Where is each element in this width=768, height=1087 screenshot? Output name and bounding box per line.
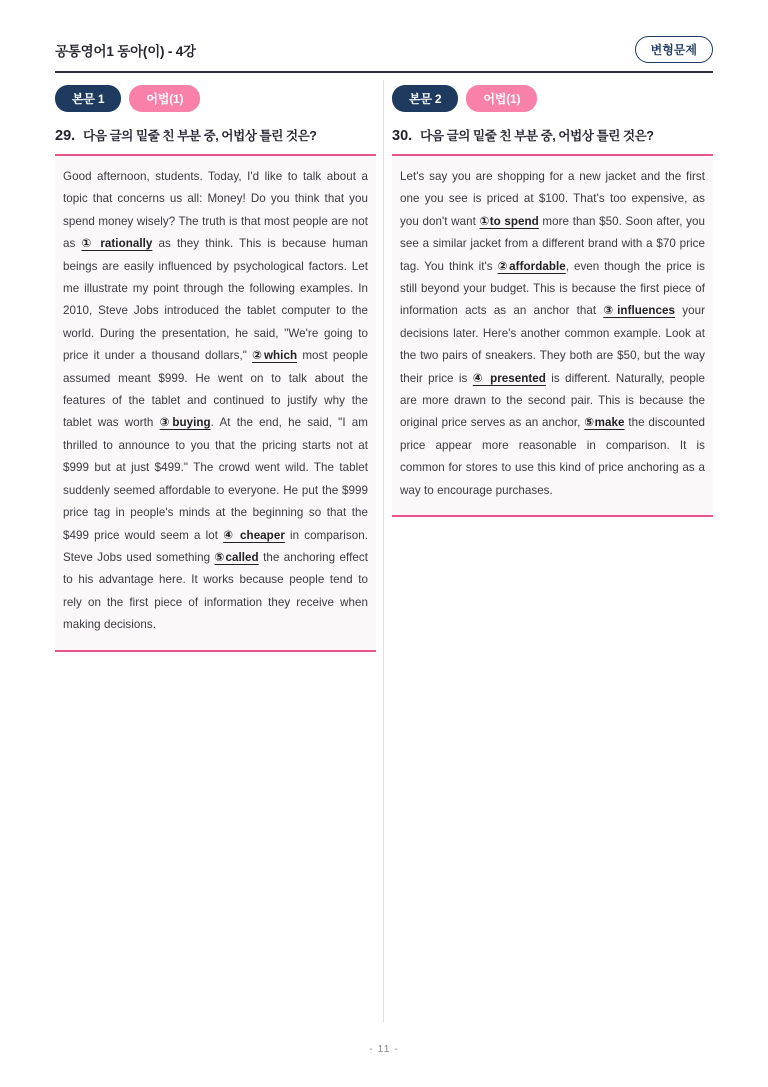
question-column-29 (55, 85, 376, 652)
page-header (0, 0, 768, 63)
passage-text: the discounted price appear more reasonable in comparison. It is common for stores to use this kind of price anchoring as a way to encourage purchases. (400, 416, 705, 497)
question-text: 다음 글의 밑줄 친 부분 중, 어법상 틀린 것은? (83, 129, 317, 143)
question-number: 30. (392, 128, 413, 144)
grammar-type-badge: 어법(1) (129, 85, 200, 112)
passage-text: is different. Naturally, people are more drawn to the second pair. This is because the original price serves as an anchor, (400, 371, 705, 430)
passage-text: , even though the price is still beyond your budget. This is because the first piece of information acts as an anchor that (400, 259, 706, 318)
passage-text: Let's say you are shopping for a new jacket and the first one you see is priced at $100. That's too expensive, as you don't want (400, 170, 705, 228)
grammar-type-badge: 어법(1) (466, 85, 537, 112)
underlined-choice: ①to spend (479, 214, 539, 228)
underlined-choice: ① rationally (81, 237, 153, 251)
passage-text: more than $50. Soon after, you see a similar jacket from a different brand with a $70 price tag. You think it's (400, 214, 705, 273)
question-column-30 (392, 85, 713, 652)
passage-number-badge: 본문 1 (55, 85, 121, 112)
passage-number-badge: 본문 2 (392, 85, 458, 112)
passage-text: Good afternoon, students. Today, I'd like to talk about a topic that concerns us all: Money! Do you think that you spend money wisely? The truth is that most people are not as (63, 170, 368, 251)
column-divider (383, 80, 384, 1022)
passage-text: most people assumed meant $999. He went on to talk about the features of the tablet and continued to justify why the tablet was worth (63, 349, 368, 430)
passage-box (55, 154, 376, 652)
main-content (0, 73, 768, 652)
underlined-choice: ②affordable (497, 259, 566, 273)
question-text: 다음 글의 밑줄 친 부분 중, 어법상 틀린 것은? (420, 129, 654, 143)
question-title (392, 126, 713, 144)
document-title: 공통영어1 동아(이) - 4강 (55, 43, 196, 59)
passage-text: the anchoring effect to his advantage here. It works because people tend to rely on the first piece of information they receive when making decisions. (63, 550, 368, 632)
badge-row (392, 85, 713, 112)
underlined-choice: ②which (252, 349, 298, 363)
underlined-choice: ⑤called (214, 550, 259, 564)
question-number: 29. (55, 128, 76, 144)
passage-text: as they think. This is because human beings are easily influenced by psychological factors. Let me illustrate my point through the following examples. In 2010, Steve Jobs introduced the tablet computer to the world. During the presentation, he said, "We're going to price it under a thousand dollars," (63, 237, 368, 363)
passage-text: your decisions later. Here's another common example. Look at the two pairs of sneakers. They both are $50, but the way their price is (400, 304, 705, 385)
underlined-choice: ⑤make (584, 416, 625, 430)
underlined-choice: ④ presented (472, 371, 546, 385)
variant-problem-badge: 변형문제 (635, 36, 713, 63)
question-title (55, 126, 376, 144)
passage-box (392, 154, 713, 517)
underlined-choice: ③buying (159, 416, 211, 430)
underlined-choice: ③influences (603, 304, 676, 318)
passage-text: . At the end, he said, "I am thrilled to announce to you that the pricing starts not at $999 but at just $499." The crowd went wild. The tablet suddenly seemed affordable to everyone. He put the $999 price tag in people's minds at the beginning so that the $499 price would seem a lot (63, 416, 369, 542)
page-number: - 11 - (369, 1043, 399, 1055)
underlined-choice: ④ cheaper (223, 528, 285, 542)
badge-row (55, 85, 376, 112)
passage-text: in comparison. Steve Jobs used something (63, 528, 368, 564)
